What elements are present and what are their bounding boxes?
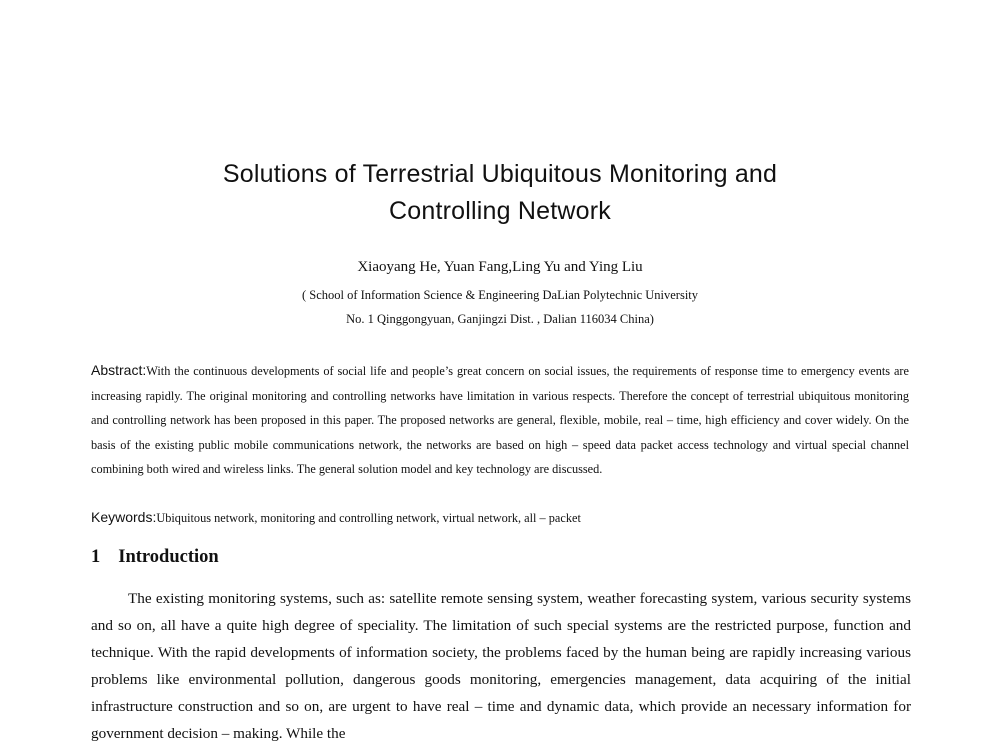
section-title: Introduction [118, 547, 219, 567]
abstract [91, 358, 909, 482]
paper-title-line-1: Solutions of Terrestrial Ubiquitous Monitoring and [222, 160, 778, 188]
affiliation-line-1: ( School of Information Science & Engineering DaLian Polytechnic University [301, 288, 699, 302]
author-list: Xiaoyang He, Yuan Fang,Ling Yu and Ying Liu [357, 259, 643, 275]
abstract-text: With the continuous developments of social life and people’s great concern on social issues, the requirements of response time to emergency events are increasing rapidly. The original monitoring and controlling networks have limitation in various respects. Therefore the concept of terrestrial ubiquitous monitoring and controlling network has been proposed in this paper. The proposed networks are general, flexible, mobile, real – time, high efficiency and cover widely. On the basis of the existing public mobile communications network, the networks are based on high – speed data packet access technology and virtual special channel combining both wired and wireless links. The general solution model and key technology are discussed. [91, 364, 909, 476]
introduction-paragraph: The existing monitoring systems, such as: satellite remote sensing system, weather forecasting system, various security systems and so on, all have a quite high degree of speciality. The limitation of such special systems are the restricted purpose, function and technique. With the rapid developments of information society, the problems faced by the human being are rapidly increasing various problems like environmental pollution, dangerous goods monitoring, emergencies management, data acquiring of the initial infrastructure construction and so on, are urgent to have real – time and dynamic data, which provide an necessary information for government decision – making. While the [91, 590, 911, 742]
keywords-text: Ubiquitous network, monitoring and controlling network, virtual network, all – packet [156, 511, 581, 525]
affiliation-line-2: No. 1 Qinggongyuan, Ganjingzi Dist. , Dalian 116034 China) [346, 312, 654, 326]
section-number: 1 [91, 547, 101, 567]
keywords-label: Keywords: [91, 509, 157, 525]
paper-title-line-2: Controlling Network [389, 197, 611, 225]
keywords [91, 505, 909, 530]
abstract-label: Abstract: [91, 362, 147, 378]
section-heading [91, 543, 219, 571]
paper-title [120, 156, 880, 230]
